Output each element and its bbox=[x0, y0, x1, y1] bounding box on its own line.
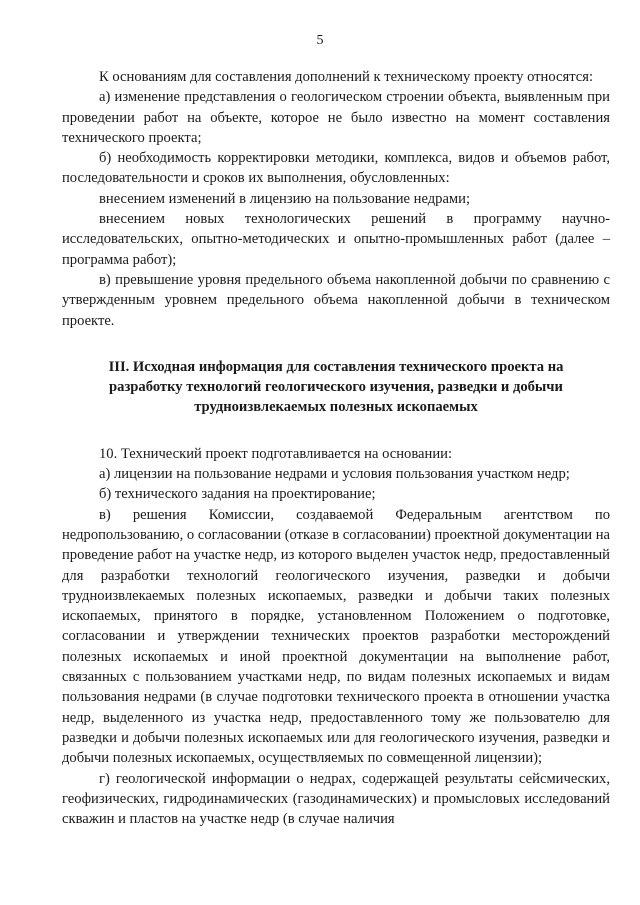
paragraph-10-basis: 10. Технический проект подготавливается на основании: bbox=[99, 445, 453, 462]
paragraph-grounds-intro: К основаниям для составления дополнений к техническому проекту относятся: bbox=[99, 69, 594, 85]
paragraph-item-b-methodology: б) необходимость корректировки методики, комплекса, видов и объемов работ, последовательности и сроков их выполнения, обусловленных: bbox=[62, 150, 610, 187]
paragraph-item-a-license: а) лицензии на пользование недрами и условия пользования участком недр; bbox=[99, 466, 570, 483]
paragraph-item-b-technical-task: б) технического задания на проектирование; bbox=[99, 486, 376, 503]
paragraph-license-changes: внесением изменений в лицензию на пользование недрами; bbox=[99, 190, 471, 207]
section-heading: III. Исходная информация для составления технического проекта на разработку технологий геологического изучения, разведки и добычи трудноизвлекаемых полезных ископаемых bbox=[108, 358, 564, 416]
page-number: 5 bbox=[316, 33, 324, 48]
paragraph-item-g-geological-info: г) геологической информации о недрах, содержащей результаты сейсмических, геофизических, гидродинамических (газодинамических) и промысловых исследований скважин и пластов на участке недр (в случае наличия bbox=[62, 770, 610, 828]
paragraph-item-v-commission-decision: в) решения Комиссии, создаваемой Федеральным агентством по недропользованию, о согласовании (отказе в согласовании) проектной документации на проведение работ на участке недр, из которого выделен участок недр, предоставленный для разработки технологий геологического изучения, разведки и добычи трудноизвлекаемых полезных ископаемых, разведки и добычи таких полезных ископаемых, принятого в порядке, установленном Положением о подготовке, согласовании и утверждении технических проектов разработки месторождений полезных ископаемых и иной проектной документации на выполнение работ, связанных с пользованием участками недр, по видам полезных ископаемых и видам пользования недрами (в случае подготовки технического проекта в отношении участка недр, выделенного из участка недр, предоставленного тому же пользователю для разведки и добычи полезных ископаемых или для геологического изучения, разведки и добычи полезных ископаемых, осуществляемых по совмещенной лицензии); bbox=[62, 506, 611, 767]
paragraph-new-tech-solutions: внесением новых технологических решений в программу научно-исследовательских, опытно-методических и опытно-промышленных работ (далее – программа работ); bbox=[62, 211, 610, 268]
document-body bbox=[62, 67, 610, 829]
paragraph-item-a-geology: а) изменение представления о геологическом строении объекта, выявленным при проведении работ на объекте, которое не было известно на момент составления технического проекта; bbox=[62, 89, 610, 146]
paragraph-item-v-production-limit: в) превышение уровня предельного объема накопленной добычи по сравнению с утвержденным уровнем предельного объема накопленной добычи в техническом проекте. bbox=[62, 271, 610, 329]
